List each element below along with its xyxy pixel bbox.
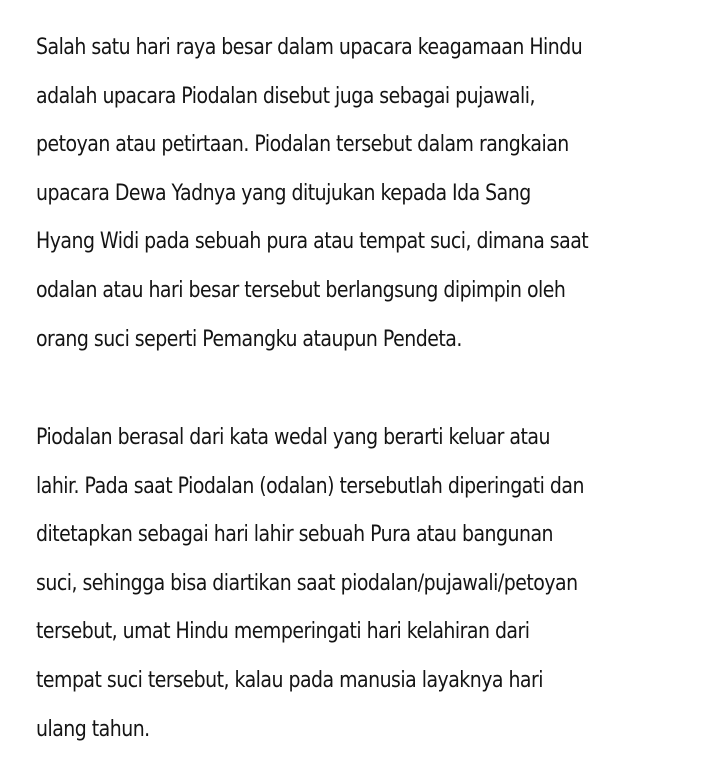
- text-line: upacara Dewa Yadnya yang ditujukan kepada Ida Sang: [36, 180, 531, 206]
- text-line: suci, sehingga bisa diartikan saat piodalan/pujawali/petoyan: [36, 570, 578, 596]
- text-line: Hyang Widi pada sebuah pura atau tempat suci, dimana saat: [36, 229, 589, 255]
- text-line: Salah satu hari raya besar dalam upacara keagamaan Hindu: [36, 35, 583, 60]
- text-line: lahir. Pada saat Piodalan (odalan) tersebutlah diperingati dan: [36, 473, 584, 499]
- text-line: odalan atau hari besar tersebut berlangsung dipimpin oleh: [36, 277, 566, 303]
- paragraph-piodalan-definition: [36, 24, 604, 364]
- text-line: ulang tahun.: [36, 716, 150, 742]
- text-line: orang suci seperti Pemangku ataupun Pendeta.: [36, 326, 462, 352]
- text-line: adalah upacara Piodalan disebut juga sebagai pujawali,: [36, 83, 535, 109]
- text-line: Piodalan berasal dari kata wedal yang berarti keluar atau: [36, 425, 550, 450]
- text-line: tempat suci tersebut, kalau pada manusia layaknya hari: [36, 667, 544, 693]
- text-line: ditetapkan sebagai hari lahir sebuah Pura atau bangunan: [36, 522, 554, 548]
- text-line: tersebut, umat Hindu memperingati hari kelahiran dari: [36, 619, 530, 645]
- paragraph-piodalan-origin: [36, 414, 604, 754]
- text-line: petoyan atau petirtaan. Piodalan tersebut dalam rangkaian: [36, 132, 569, 158]
